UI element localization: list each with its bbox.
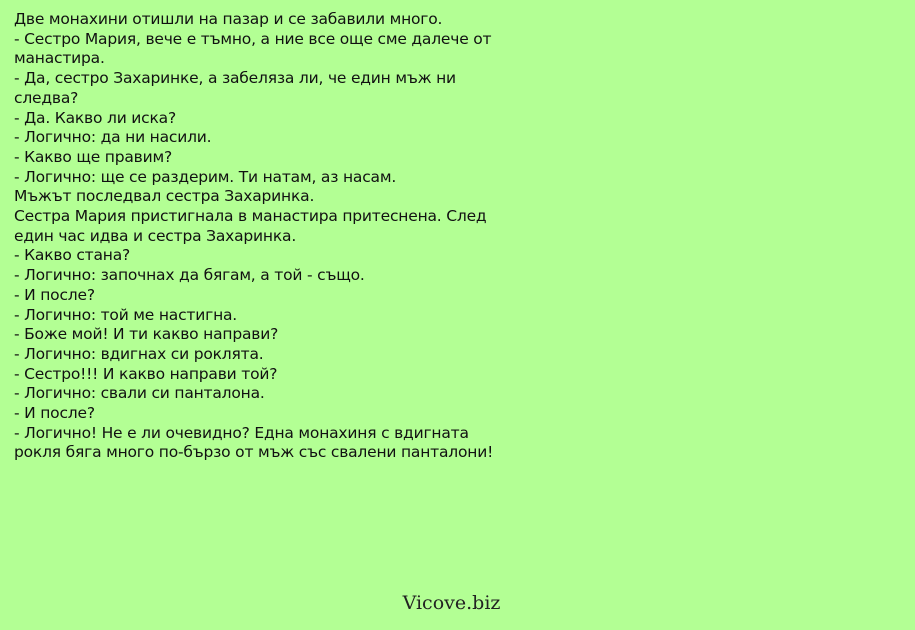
joke-line: - Логично: започнах да бягам, а той - също. (14, 266, 365, 285)
joke-line: рокля бяга много по-бързо от мъж със свалени панталони! (14, 443, 494, 462)
joke-line: - Сестро Мария, вече е тъмно, а ние все още сме далече от (14, 29, 492, 48)
joke-line: - И после? (14, 404, 95, 423)
joke-line: - Какво ще правим? (14, 147, 172, 166)
joke-line: - Логично: да ни насили. (14, 128, 212, 147)
joke-line: манастира. (14, 49, 105, 68)
site-watermark: Vicove.biz (402, 592, 501, 614)
joke-line: - Да. Какво ли иска? (14, 108, 176, 127)
joke-line: - Логично: вдигнах си роклята. (14, 344, 264, 363)
joke-line: - Логично: ще се раздерим. Ти натам, аз насам. (14, 167, 397, 186)
joke-line: Мъжът последвал сестра Захаринка. (14, 187, 315, 206)
joke-line: Две монахини отишли на пазар и се забавили много. (14, 10, 443, 28)
joke-line: Сестра Мария пристигнала в манастира притеснена. След (14, 207, 487, 226)
joke-line: един час идва и сестра Захаринка. (14, 226, 297, 245)
joke-line: - Какво стана? (14, 246, 131, 265)
joke-line: - Боже мой! И ти какво направи? (14, 325, 279, 344)
joke-line: - Да, сестро Захаринке, а забеляза ли, че един мъж ни (14, 69, 456, 88)
joke-line: - Логично: свали си панталона. (14, 384, 265, 403)
joke-line: - И после? (14, 285, 95, 304)
joke-line: - Логично: той ме настигна. (14, 305, 238, 324)
joke-line: - Логично! Не е ли очевидно? Една монахиня с вдигната (14, 423, 469, 442)
joke-text (14, 10, 574, 463)
joke-line: следва? (14, 88, 79, 107)
joke-line: - Сестро!!! И какво направи той? (14, 364, 278, 383)
